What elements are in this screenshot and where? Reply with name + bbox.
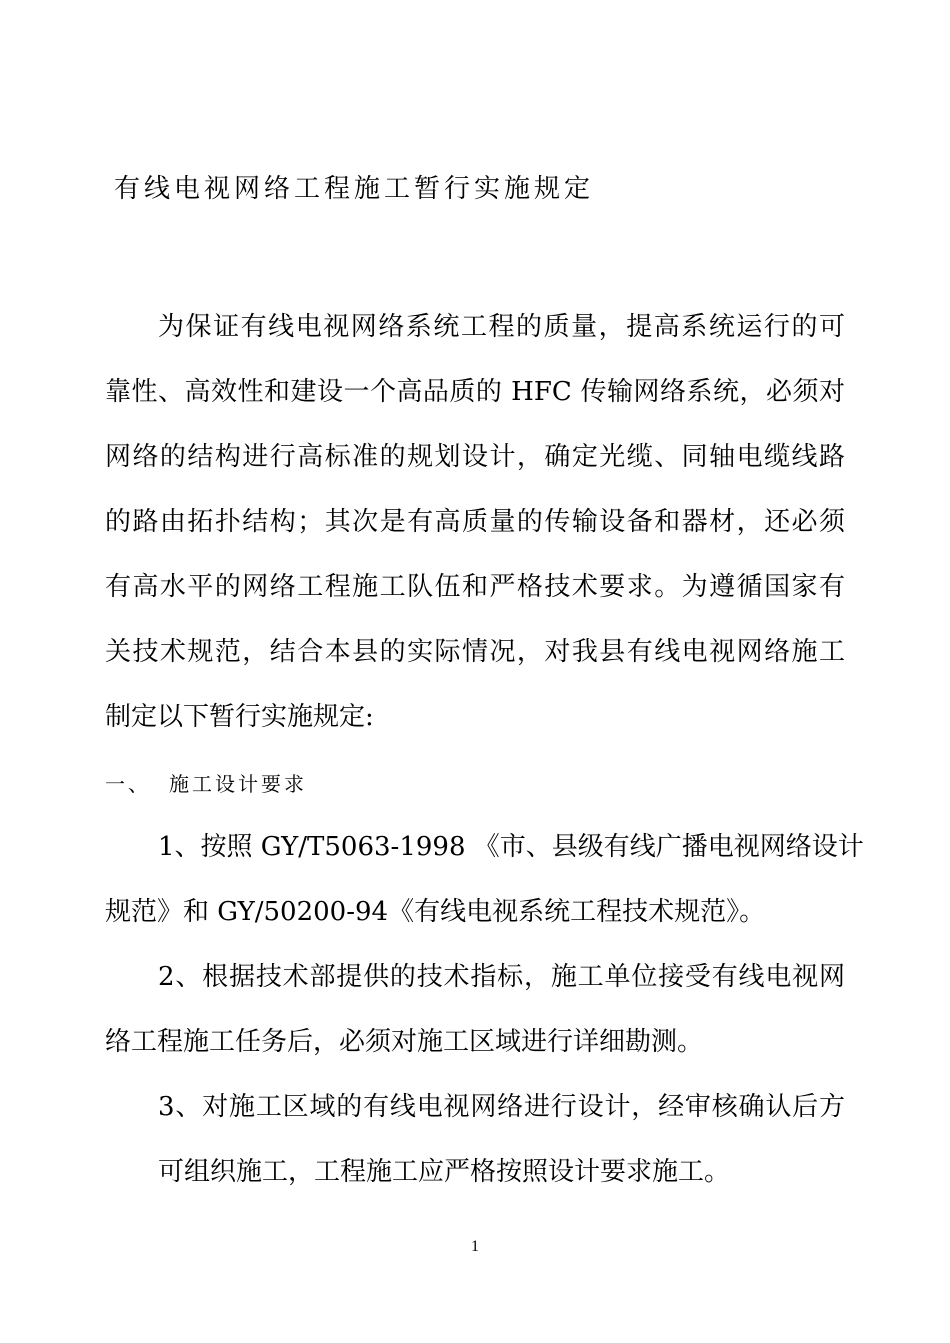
item-1-line-1: 1、按照 GY/T5063-1998 《市、县级有线广播电视网络设计 — [158, 832, 864, 862]
intro-line-3: 网络的结构进行高标准的规划设计，确定光缆、同轴电缆线路 — [105, 442, 845, 472]
section-number: 一、 — [105, 772, 151, 796]
item-1-line-2: 规范》和 GY/50200-94《有线电视系统工程技术规范》。 — [105, 897, 766, 927]
section-heading — [105, 768, 307, 797]
page-number: 1 — [471, 1238, 479, 1255]
intro-line-2: 靠性、高效性和建设一个高品质的 HFC 传输网络系统，必须对 — [105, 377, 845, 407]
intro-line-6: 关技术规范，结合本县的实际情况，对我县有线电视网络施工 — [105, 637, 845, 667]
document-title: 有线电视网络工程施工暂行实施规定 — [114, 174, 595, 204]
item-3-line-1: 3、对施工区域的有线电视网络进行设计，经审核确认后方 — [158, 1092, 845, 1122]
item-2-line-2: 络工程施工任务后，必须对施工区域进行详细勘测。 — [105, 1027, 704, 1057]
intro-line-5: 有高水平的网络工程施工队伍和严格技术要求。为遵循国家有 — [105, 572, 845, 602]
intro-line-4: 的路由拓扑结构；其次是有高质量的传输设备和器材，还必须 — [105, 507, 845, 537]
item-3-line-2: 可组织施工，工程施工应严格按照设计要求施工。 — [158, 1157, 731, 1187]
item-2-line-1: 2、根据技术部提供的技术指标，施工单位接受有线电视网 — [158, 962, 845, 992]
section-title: 施工设计要求 — [169, 772, 307, 796]
intro-line-7: 制定以下暂行实施规定: — [105, 702, 374, 732]
intro-line-1: 为保证有线电视网络系统工程的质量，提高系统运行的可 — [158, 312, 845, 342]
